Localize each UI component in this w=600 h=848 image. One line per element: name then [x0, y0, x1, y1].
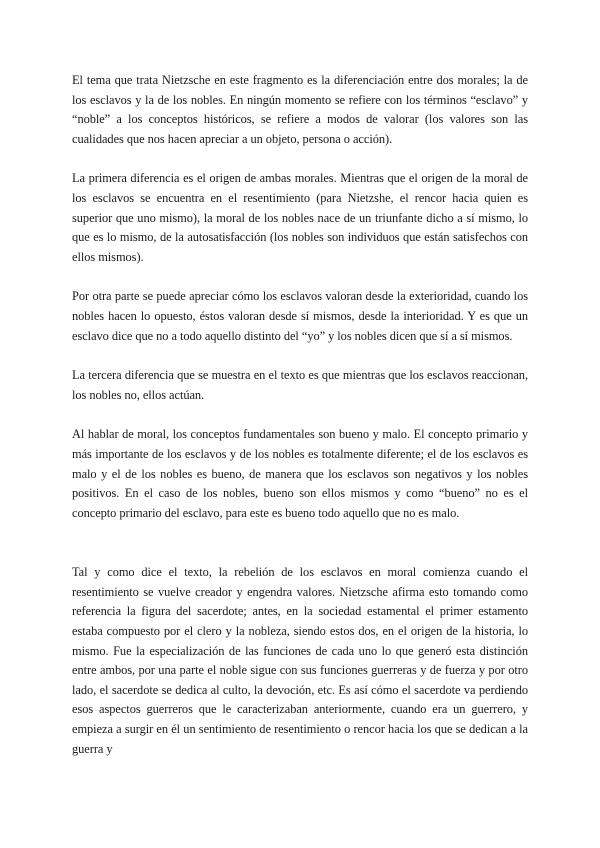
paragraph-6: Tal y como dice el texto, la rebelión de los esclavos en moral comienza cuando el resentimiento se vuelve creador y engendra valores. Nietzsche afirma esto tomando como referencia la figura del sacerdote; antes, en la sociedad estamental el primer estamento estaba compuesto por el clero y la nobleza, siendo estos dos, en el origen de la historia, lo mismo. Fue la especialización de las funciones de cada uno lo que generó esta distinción entre ambos, por una parte el noble sigue con sus funciones guerreras y de fuerza y por otro lado, el sacerdote se dedica al culto, la devoción, etc. Es así cómo el sacerdote va perdiendo esos aspectos guerreros que le caracterizaban anteriormente, cuando era un guerrero, y empieza a surgir en él un sentimiento de resentimiento o rencor hacia los que se dedican a la guerra y	[72, 565, 528, 756]
paragraph-4: La tercera diferencia que se muestra en el texto es que mientras que los esclavos reaccionan, los nobles no, ellos actúan.	[72, 368, 528, 402]
paragraph-5: Al hablar de moral, los conceptos fundamentales son bueno y malo. El concepto primario y más importante de los esclavos y de los nobles es totalmente diferente; el de los esclavos es malo y el de los nobles es bueno, de manera que los esclavos son negativos y los nobles positivos. En el caso de los nobles, bueno son ellos mismos y como “bueno” no es el concepto primario del esclavo, para este es bueno todo aquello que no es malo.	[72, 427, 528, 520]
paragraph-1: El tema que trata Nietzsche en este fragmento es la diferenciación entre dos morales; la de los esclavos y la de los nobles. En ningún momento se refiere con los términos “esclavo” y “noble” a los conceptos históricos, se refiere a modos de valorar (los valores son las cualidades que nos hacen apreciar a un objeto, persona o acción).	[72, 73, 528, 146]
paragraph-2: La primera diferencia es el origen de ambas morales. Mientras que el origen de la moral de los esclavos se encuentra en el resentimiento (para Nietzshe, el rencor hacia quien es superior que uno mismo), la moral de los nobles nace de un triunfante dicho a sí mismo, lo que es lo mismo, de la autosatisfacción (los nobles son individuos que están satisfechos con ellos mismos).	[72, 171, 528, 264]
paragraph-3: Por otra parte se puede apreciar cómo los esclavos valoran desde la exterioridad, cuando los nobles hacen lo opuesto, éstos valoran desde sí mismos, desde la interioridad. Y es que un esclavo dice que no a todo aquello distinto del “yo” y los nobles dicen que sí a sí mismos.	[72, 289, 528, 343]
